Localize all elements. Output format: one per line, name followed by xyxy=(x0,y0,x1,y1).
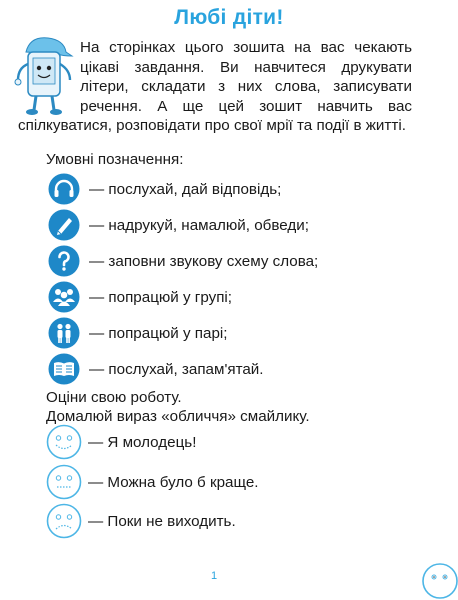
smiley-neutral-icon[interactable] xyxy=(46,464,82,500)
legend-item-listen-answer xyxy=(48,173,281,205)
evaluate-instruction: Оціни свою роботу. xyxy=(46,389,182,406)
draw-face-instruction: Домалюй вираз «обличчя» смайлику. xyxy=(46,408,310,425)
question-icon xyxy=(48,245,80,277)
legend-item-sound-scheme xyxy=(48,245,318,277)
pencil-icon xyxy=(48,209,80,241)
book-icon xyxy=(48,353,80,385)
smiley-text: — Можна було б краще. xyxy=(88,473,259,491)
legend-text: — попрацюй у парі; xyxy=(89,324,228,342)
group-icon xyxy=(48,281,80,313)
smiley-row-not-yet xyxy=(46,503,236,539)
legend-item-pair-work xyxy=(48,317,228,349)
page-number: 1 xyxy=(210,570,218,582)
intro-text: На сторінках цього зошита на вас чекають цікаві завдання. Ви навчитеся друкувати літери, складати з них слова, записувати речення. А ще цей зошит навчить вас спілкуватися, розповідати про свої мрії та події в житті. xyxy=(18,39,412,134)
smiley-row-good xyxy=(46,424,196,460)
page-title: Любі діти! xyxy=(174,6,284,29)
legend-item-group-work xyxy=(48,281,232,313)
corner-smiley-icon xyxy=(420,561,458,599)
legend-text: — заповни звукову схему слова; xyxy=(89,252,319,270)
smiley-happy-icon[interactable] xyxy=(46,424,82,460)
pair-icon xyxy=(48,317,80,349)
legend-title: Умовні позначення: xyxy=(46,151,184,168)
smiley-row-better xyxy=(46,464,259,500)
legend-item-print-draw xyxy=(48,209,309,241)
legend-item-listen-remember xyxy=(48,353,264,385)
legend-text: — попрацюй у групі; xyxy=(89,288,233,306)
legend-text: — надрукуй, намалюй, обведи; xyxy=(89,216,309,234)
legend-text: — послухай, запам'ятай. xyxy=(89,360,264,378)
headphones-icon xyxy=(48,173,80,205)
smiley-text: — Я молодець! xyxy=(88,433,197,451)
smiley-text: — Поки не виходить. xyxy=(88,512,236,530)
intro-paragraph xyxy=(18,38,412,136)
smiley-sad-icon[interactable] xyxy=(46,503,82,539)
legend-text: — послухай, дай відповідь; xyxy=(89,180,282,198)
